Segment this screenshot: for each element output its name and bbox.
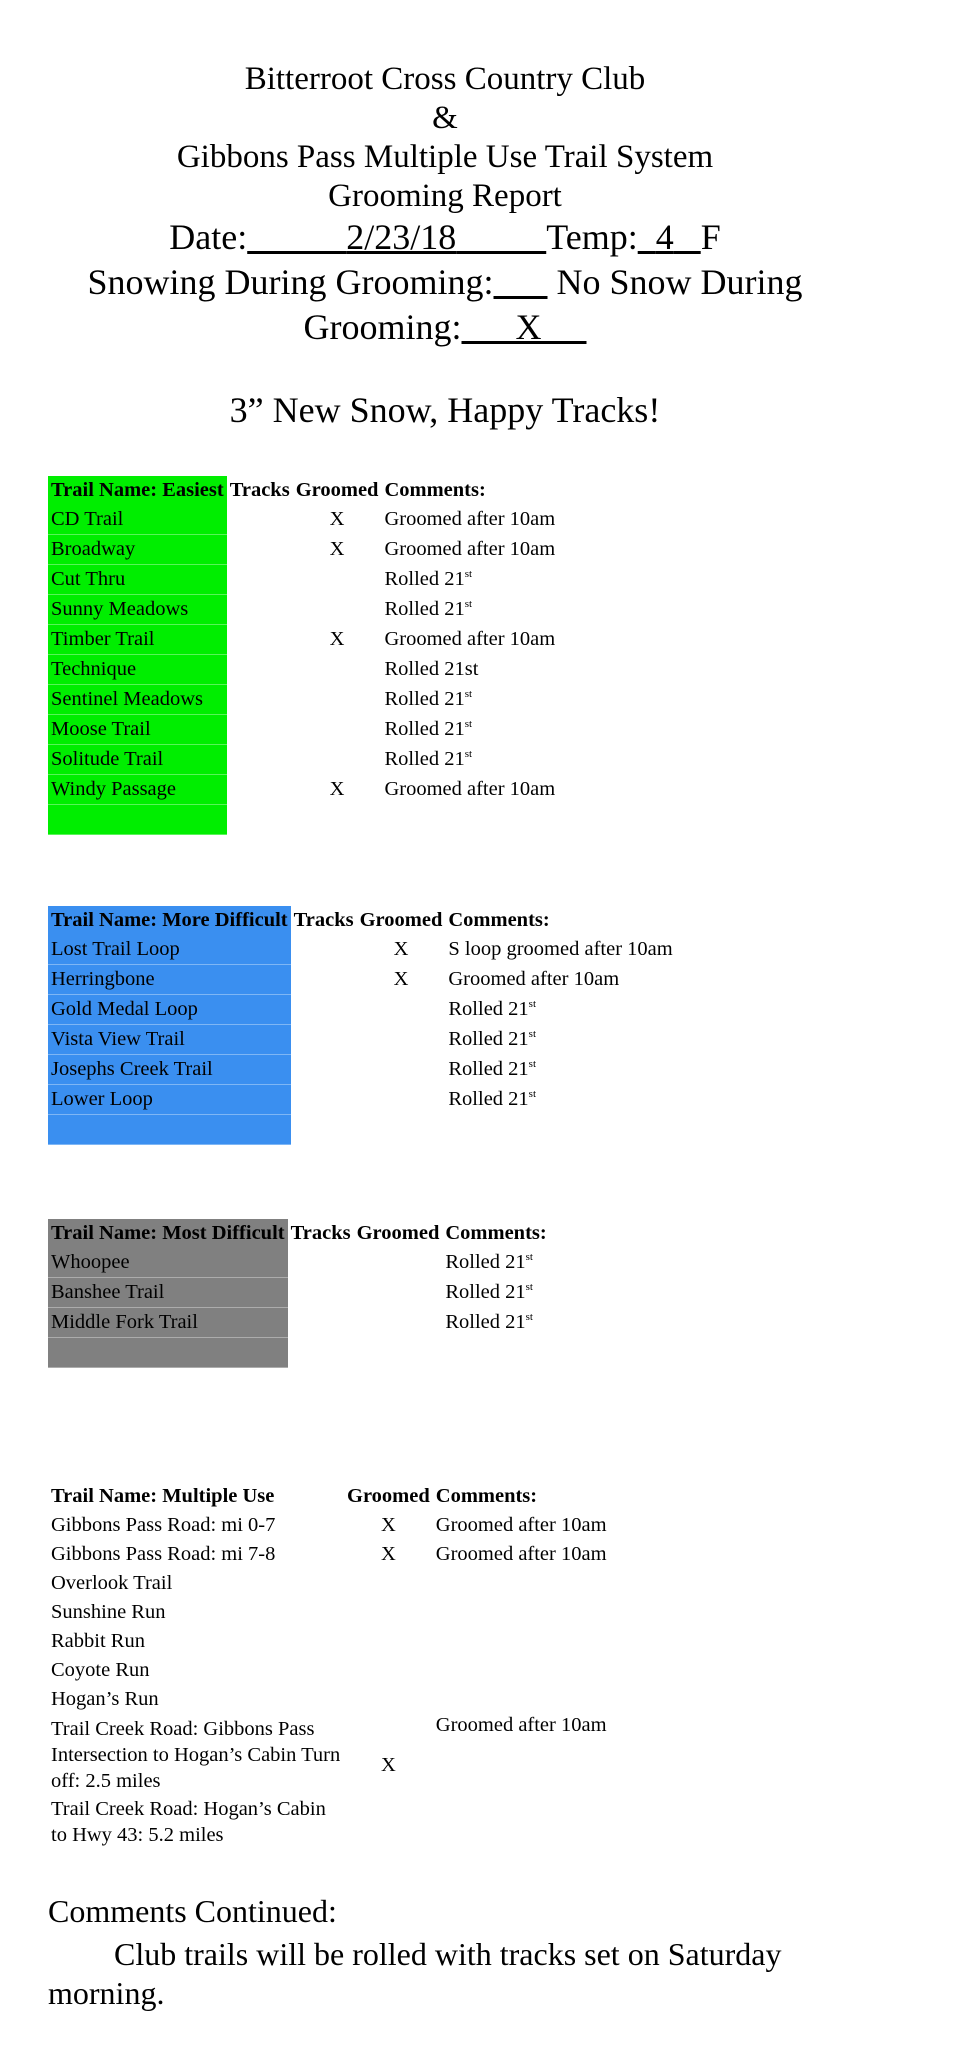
groomed-header: Groomed bbox=[356, 1222, 440, 1244]
trail-name: Moose Trail bbox=[48, 715, 227, 745]
groomed-mark bbox=[354, 1338, 443, 1368]
trail-name: Windy Passage bbox=[48, 775, 227, 805]
easiest-title: Trail Name: Easiest bbox=[48, 476, 227, 505]
comments-header: Comments: bbox=[445, 1222, 547, 1244]
trail-name: Herringbone bbox=[48, 965, 291, 995]
comment-text: Rolled 21 bbox=[448, 1028, 529, 1050]
trail-name: Timber Trail bbox=[48, 625, 227, 655]
comment-cell bbox=[433, 1656, 610, 1685]
trail-row bbox=[48, 1248, 550, 1278]
groomed-mark: X bbox=[329, 508, 345, 531]
tracks-cell bbox=[227, 745, 293, 775]
groomed-mark bbox=[357, 995, 446, 1025]
groomed-mark bbox=[354, 1248, 443, 1278]
tracks-cell bbox=[291, 1055, 357, 1085]
groomed-header: Groomed bbox=[347, 1485, 430, 1507]
tracks-cell bbox=[227, 565, 293, 595]
tracks-header: Tracks bbox=[290, 1222, 351, 1244]
comment-cell bbox=[381, 655, 558, 685]
comment-cell bbox=[445, 1055, 675, 1085]
comment-text: Groomed after 10am bbox=[384, 778, 556, 800]
trail-name: Middle Fork Trail bbox=[48, 1308, 288, 1338]
trail-row bbox=[48, 1627, 610, 1656]
comment-cell bbox=[433, 1714, 610, 1794]
groomed-mark: X bbox=[380, 1514, 396, 1536]
groomed-mark: X bbox=[393, 968, 409, 990]
comment-cell bbox=[433, 1627, 610, 1656]
trail-row bbox=[48, 1540, 610, 1569]
tracks-cell bbox=[291, 935, 357, 965]
most-difficult-title: Trail Name: Most Difficult bbox=[48, 1219, 288, 1248]
groomed-mark: X bbox=[329, 628, 345, 650]
trail-name: Banshee Trail bbox=[48, 1278, 288, 1308]
trail-system-name: Gibbons Pass Multiple Use Trail System bbox=[176, 139, 714, 175]
date-value: 2/23/18 bbox=[346, 217, 457, 257]
multiple-use-table bbox=[48, 1482, 610, 1848]
groomed-mark bbox=[344, 1627, 433, 1656]
tracks-header: Tracks bbox=[293, 909, 354, 931]
trail-name: Sunny Meadows bbox=[48, 595, 227, 625]
ampersand: & bbox=[432, 100, 458, 136]
groomed-mark: X bbox=[393, 938, 409, 961]
comment-text: Groomed after 10am bbox=[435, 1714, 607, 1736]
groomed-mark bbox=[344, 1569, 433, 1598]
trail-name: Cut Thru bbox=[48, 565, 227, 595]
temp-value: 4 bbox=[655, 217, 674, 257]
no-snow-label: No Snow During bbox=[556, 262, 803, 302]
comment-cell bbox=[381, 715, 558, 745]
comment-text: Rolled 21 bbox=[445, 1311, 526, 1333]
comment-cell bbox=[381, 775, 558, 805]
tracks-cell bbox=[227, 505, 293, 535]
groomed-mark bbox=[344, 1656, 433, 1685]
ordinal-suffix: st bbox=[464, 718, 473, 731]
trail-name: Josephs Creek Trail bbox=[48, 1055, 291, 1085]
trail-name: Solitude Trail bbox=[48, 745, 227, 775]
comment-text: Rolled 21 bbox=[448, 1088, 529, 1110]
tracks-cell bbox=[227, 805, 293, 835]
comment-cell bbox=[442, 1338, 549, 1368]
date-temp-line bbox=[0, 219, 890, 255]
groomed-mark bbox=[293, 655, 382, 685]
comment-text: Groomed after 10am bbox=[384, 538, 556, 560]
trail-row bbox=[48, 1308, 550, 1338]
comment-cell bbox=[445, 935, 675, 965]
trail-name: Gold Medal Loop bbox=[48, 995, 291, 1025]
groomed-mark bbox=[357, 1085, 446, 1115]
comment-text: Rolled 21 bbox=[384, 598, 465, 620]
trail-row bbox=[48, 935, 676, 965]
comment-cell bbox=[445, 965, 675, 995]
trail-name: CD Trail bbox=[48, 505, 227, 535]
comment-cell bbox=[445, 1085, 675, 1115]
comment-text: Groomed after 10am bbox=[448, 968, 620, 990]
groomed-mark bbox=[293, 805, 382, 835]
tracks-cell bbox=[291, 965, 357, 995]
trail-row bbox=[48, 715, 558, 745]
ordinal-suffix: st bbox=[525, 1251, 533, 1264]
trail-row bbox=[48, 1085, 676, 1115]
groomed-mark bbox=[357, 1115, 446, 1145]
trail-row bbox=[48, 625, 558, 655]
tracks-cell bbox=[227, 715, 293, 745]
grooming-label: Grooming: bbox=[303, 307, 462, 347]
comment-cell bbox=[445, 995, 675, 1025]
comment-text: Groomed after 10am bbox=[384, 508, 556, 531]
comment-cell bbox=[381, 595, 558, 625]
trail-row bbox=[48, 655, 558, 685]
comment-text: Rolled 21st bbox=[384, 658, 479, 680]
comment-text: S loop groomed after 10am bbox=[448, 938, 673, 961]
comment-text: Rolled 21 bbox=[384, 688, 465, 710]
trail-row bbox=[48, 565, 558, 595]
tracks-cell bbox=[227, 535, 293, 565]
comment-text: Rolled 21 bbox=[384, 748, 465, 770]
comment-text: Rolled 21 bbox=[448, 1058, 529, 1080]
comment-text: Groomed after 10am bbox=[435, 1543, 607, 1565]
groomed-mark bbox=[354, 1278, 443, 1308]
trail-row bbox=[48, 1025, 676, 1055]
groomed-mark bbox=[293, 715, 382, 745]
comment-cell bbox=[442, 1278, 549, 1308]
ordinal-suffix: st bbox=[464, 688, 473, 701]
trail-name bbox=[48, 1338, 288, 1368]
ordinal-suffix: st bbox=[528, 1088, 537, 1101]
trail-name: Rabbit Run bbox=[51, 1630, 145, 1652]
trail-name: Sunshine Run bbox=[51, 1601, 166, 1623]
comment-text: Rolled 21 bbox=[445, 1251, 526, 1274]
comments-header: Comments: bbox=[384, 479, 486, 501]
temp-label: Temp: bbox=[546, 217, 638, 257]
grooming-line bbox=[0, 309, 890, 345]
comment-cell bbox=[433, 1540, 610, 1569]
trail-name: Coyote Run bbox=[51, 1659, 150, 1681]
trail-row bbox=[48, 1278, 550, 1308]
tracks-cell bbox=[227, 595, 293, 625]
comment-text: Rolled 21 bbox=[384, 718, 465, 740]
groomed-mark bbox=[293, 685, 382, 715]
comment-cell bbox=[442, 1308, 549, 1338]
ordinal-suffix: st bbox=[464, 568, 473, 581]
trail-name: Whoopee bbox=[48, 1248, 288, 1278]
groomed-mark bbox=[293, 745, 382, 775]
trail-name bbox=[48, 1115, 291, 1145]
trail-name: Broadway bbox=[48, 535, 227, 565]
comment-text: Groomed after 10am bbox=[435, 1514, 607, 1536]
tracks-cell bbox=[227, 685, 293, 715]
tracks-cell bbox=[291, 1025, 357, 1055]
snowing-label: Snowing During Grooming: bbox=[87, 262, 494, 302]
comment-text: Rolled 21 bbox=[445, 1281, 526, 1303]
groomed-mark bbox=[344, 1598, 433, 1627]
ordinal-suffix: st bbox=[528, 1028, 537, 1041]
trail-name: Trail Creek Road: Hogan’s Cabin to Hwy 43: 5.2 miles bbox=[51, 1798, 326, 1846]
trail-row bbox=[48, 775, 558, 805]
trail-name: Gibbons Pass Road: mi 0-7 bbox=[51, 1514, 276, 1536]
groomed-mark: X bbox=[380, 1753, 396, 1776]
trail-name: Technique bbox=[48, 655, 227, 685]
tracks-cell bbox=[227, 655, 293, 685]
trail-row bbox=[48, 535, 558, 565]
groomed-mark: X bbox=[380, 1543, 396, 1565]
groomed-mark bbox=[293, 595, 382, 625]
trail-row bbox=[48, 1598, 610, 1627]
comment-cell bbox=[433, 1794, 610, 1848]
trail-row bbox=[48, 1685, 610, 1714]
report-title: Grooming Report bbox=[328, 178, 562, 214]
ordinal-suffix: st bbox=[525, 1281, 533, 1294]
comment-cell bbox=[381, 565, 558, 595]
trail-name: Gibbons Pass Road: mi 7-8 bbox=[51, 1543, 276, 1565]
trail-name: Sentinel Meadows bbox=[48, 685, 227, 715]
trail-row bbox=[48, 965, 676, 995]
comment-cell bbox=[381, 745, 558, 775]
groomed-mark bbox=[357, 1055, 446, 1085]
trail-row bbox=[48, 1569, 610, 1598]
comments-header: Comments: bbox=[448, 909, 550, 931]
snow-headline: 3” New Snow, Happy Tracks! bbox=[229, 390, 661, 430]
comment-text: Rolled 21 bbox=[448, 998, 529, 1020]
comment-cell bbox=[445, 1025, 675, 1055]
trail-name bbox=[48, 805, 227, 835]
tracks-header: Tracks bbox=[229, 479, 290, 501]
trail-row bbox=[48, 685, 558, 715]
tracks-cell bbox=[291, 1085, 357, 1115]
club-name: Bitterroot Cross Country Club bbox=[244, 61, 646, 97]
trail-row bbox=[48, 1055, 676, 1085]
groomed-mark: X bbox=[329, 778, 345, 800]
tracks-cell bbox=[291, 995, 357, 1025]
most-difficult-table bbox=[48, 1219, 550, 1368]
comments-continued-heading: Comments Continued: bbox=[48, 1893, 337, 1929]
trail-row bbox=[48, 1115, 676, 1145]
comment-cell bbox=[381, 805, 558, 835]
groomed-mark bbox=[357, 1025, 446, 1055]
trail-name: Lost Trail Loop bbox=[48, 935, 291, 965]
ordinal-suffix: st bbox=[525, 1311, 533, 1324]
trail-row bbox=[48, 995, 676, 1025]
trail-row bbox=[48, 745, 558, 775]
tracks-cell bbox=[291, 1115, 357, 1145]
trail-name: Trail Creek Road: Gibbons Pass Intersection to Hogan’s Cabin Turn off: 2.5 miles bbox=[51, 1718, 341, 1792]
tracks-cell bbox=[288, 1248, 354, 1278]
groomed-mark bbox=[293, 565, 382, 595]
temp-unit: F bbox=[700, 217, 721, 257]
comment-cell bbox=[381, 505, 558, 535]
ordinal-suffix: st bbox=[464, 598, 473, 611]
tracks-cell bbox=[288, 1308, 354, 1338]
ordinal-suffix: st bbox=[528, 998, 537, 1011]
ordinal-suffix: st bbox=[464, 748, 473, 761]
trail-row bbox=[48, 1714, 610, 1794]
groomed-mark bbox=[344, 1685, 433, 1714]
trail-row bbox=[48, 1794, 610, 1848]
more-difficult-table bbox=[48, 906, 676, 1145]
groomed-mark bbox=[344, 1794, 433, 1848]
comment-cell bbox=[381, 535, 558, 565]
date-label: Date: bbox=[169, 217, 248, 257]
easiest-table bbox=[48, 476, 558, 835]
comment-cell bbox=[433, 1685, 610, 1714]
comment-cell bbox=[381, 685, 558, 715]
no-snow-value: X bbox=[515, 307, 542, 347]
comments-header: Comments: bbox=[435, 1485, 538, 1507]
trail-name: Lower Loop bbox=[48, 1085, 291, 1115]
ordinal-suffix: st bbox=[528, 1058, 537, 1071]
tracks-cell bbox=[288, 1278, 354, 1308]
trail-row bbox=[48, 505, 558, 535]
comment-cell bbox=[442, 1248, 549, 1278]
comment-text: Groomed after 10am bbox=[384, 628, 556, 650]
trail-row bbox=[48, 1511, 610, 1540]
comment-text: Rolled 21 bbox=[384, 568, 465, 590]
trail-row bbox=[48, 1656, 610, 1685]
groomed-mark bbox=[354, 1308, 443, 1338]
tracks-cell bbox=[288, 1338, 354, 1368]
comment-cell bbox=[433, 1598, 610, 1627]
trail-row bbox=[48, 1338, 550, 1368]
snowing-value bbox=[494, 262, 548, 302]
tracks-cell bbox=[227, 775, 293, 805]
comment-cell bbox=[381, 625, 558, 655]
snowing-line bbox=[0, 264, 890, 300]
groomed-header: Groomed bbox=[295, 479, 379, 501]
comments-continued-text: Club trails will be rolled with tracks set on Saturday morning. bbox=[48, 1936, 782, 2011]
trail-row bbox=[48, 805, 558, 835]
multiple-use-title: Trail Name: Multiple Use bbox=[51, 1485, 275, 1507]
tracks-cell bbox=[227, 625, 293, 655]
trail-name: Vista View Trail bbox=[48, 1025, 291, 1055]
groomed-header: Groomed bbox=[359, 909, 443, 931]
comment-cell bbox=[433, 1569, 610, 1598]
trail-row bbox=[48, 595, 558, 625]
trail-name: Overlook Trail bbox=[51, 1572, 173, 1594]
more-difficult-title: Trail Name: More Difficult bbox=[48, 906, 291, 935]
groomed-mark: X bbox=[329, 538, 345, 560]
trail-name: Hogan’s Run bbox=[51, 1688, 159, 1710]
comment-cell bbox=[433, 1511, 610, 1540]
comment-cell bbox=[445, 1115, 675, 1145]
